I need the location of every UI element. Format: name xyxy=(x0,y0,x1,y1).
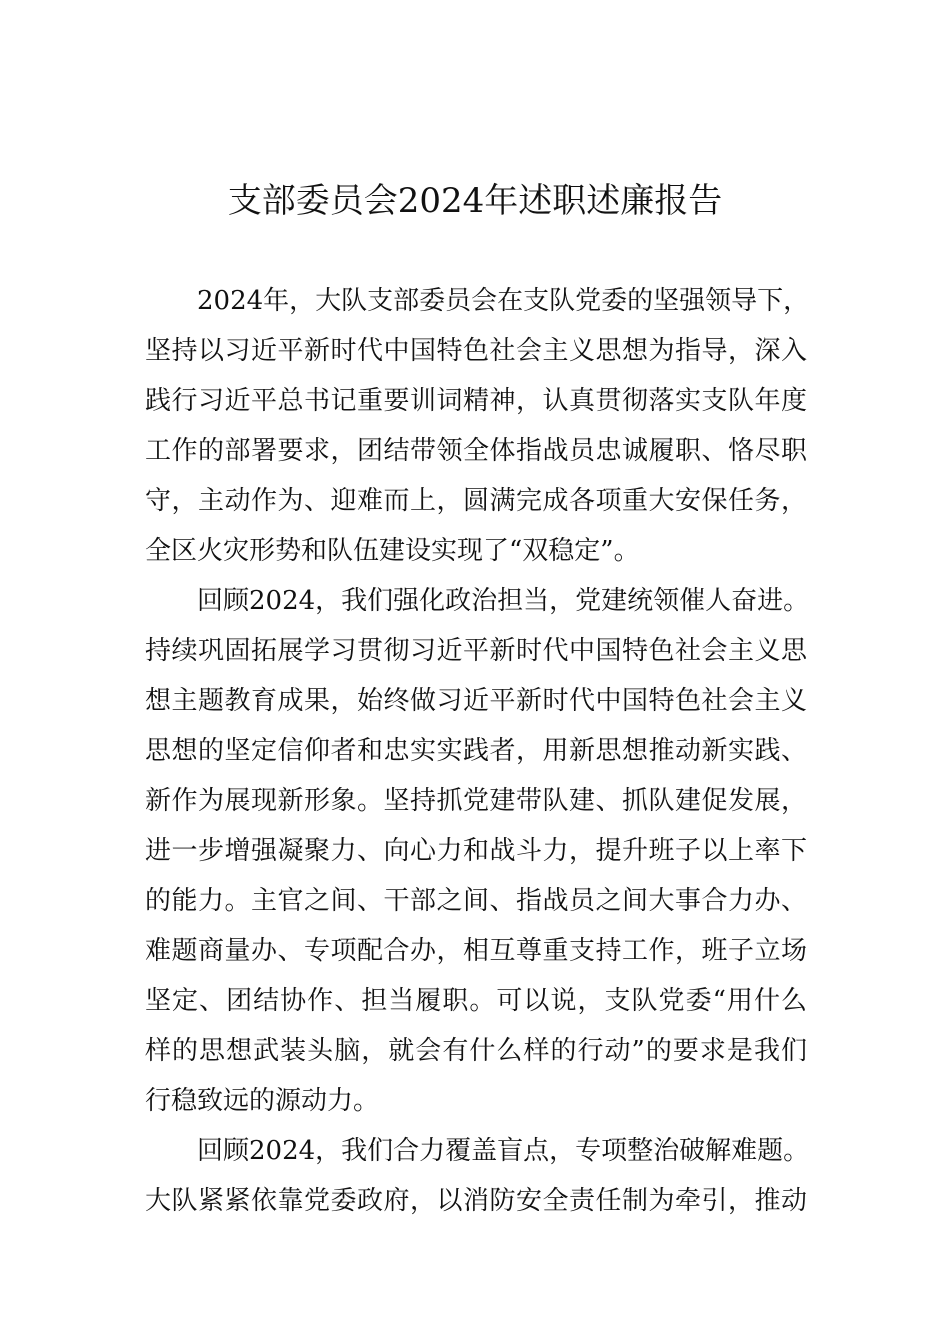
paragraph-2-line-2: 持续巩固拓展学习贯彻习近平新时代中国特色社会主义思 xyxy=(145,636,807,666)
document-body xyxy=(145,276,810,1226)
paragraph-2-line-4: 思想的坚定信仰者和忠实实践者，用新思想推动新实践、 xyxy=(145,736,807,766)
paragraph-1-line-3: 践行习近平总书记重要训词精神，认真贯彻落实支队年度 xyxy=(145,386,807,416)
document-title: 支部委员会2024年述职述廉报告 xyxy=(227,181,723,221)
paragraph-2-line-3: 想主题教育成果，始终做习近平新时代中国特色社会主义 xyxy=(145,686,807,716)
paragraph-2-line-7: 的能力。主官之间、干部之间、指战员之间大事合力办、 xyxy=(145,886,807,916)
paragraph-2-line-6: 进一步增强凝聚力、向心力和战斗力，提升班子以上率下 xyxy=(145,836,807,866)
paragraph-1-line-2: 坚持以习近平新时代中国特色社会主义思想为指导，深入 xyxy=(145,336,807,366)
paragraph-2-line-9: 坚定、团结协作、担当履职。可以说，支队党委“用什么 xyxy=(145,986,807,1016)
paragraph-3-line-1: 回顾2024，我们合力覆盖盲点，专项整治破解难题。 xyxy=(197,1136,810,1166)
paragraph-1-line-5: 守，主动作为、迎难而上，圆满完成各项重大安保任务， xyxy=(145,486,807,516)
paragraph-1-line-4: 工作的部署要求，团结带领全体指战员忠诚履职、恪尽职 xyxy=(145,436,807,466)
paragraph-2-line-10: 样的思想武装头脑，就会有什么样的行动”的要求是我们 xyxy=(145,1036,807,1066)
paragraph-2-line-11: 行稳致远的源动力。 xyxy=(145,1086,380,1116)
paragraph-3-line-2: 大队紧紧依靠党委政府，以消防安全责任制为牵引，推动 xyxy=(145,1186,807,1216)
paragraph-1-line-1: 2024年，大队支部委员会在支队党委的坚强领导下， xyxy=(197,286,810,316)
paragraph-2-line-1: 回顾2024，我们强化政治担当，党建统领催人奋进。 xyxy=(197,586,810,616)
paragraph-1-line-6: 全区火灾形势和队伍建设实现了“双稳定”。 xyxy=(145,536,640,566)
paragraph-2-line-5: 新作为展现新形象。坚持抓党建带队建、抓队建促发展， xyxy=(145,786,807,816)
paragraph-2-line-8: 难题商量办、专项配合办，相互尊重支持工作，班子立场 xyxy=(145,936,807,966)
